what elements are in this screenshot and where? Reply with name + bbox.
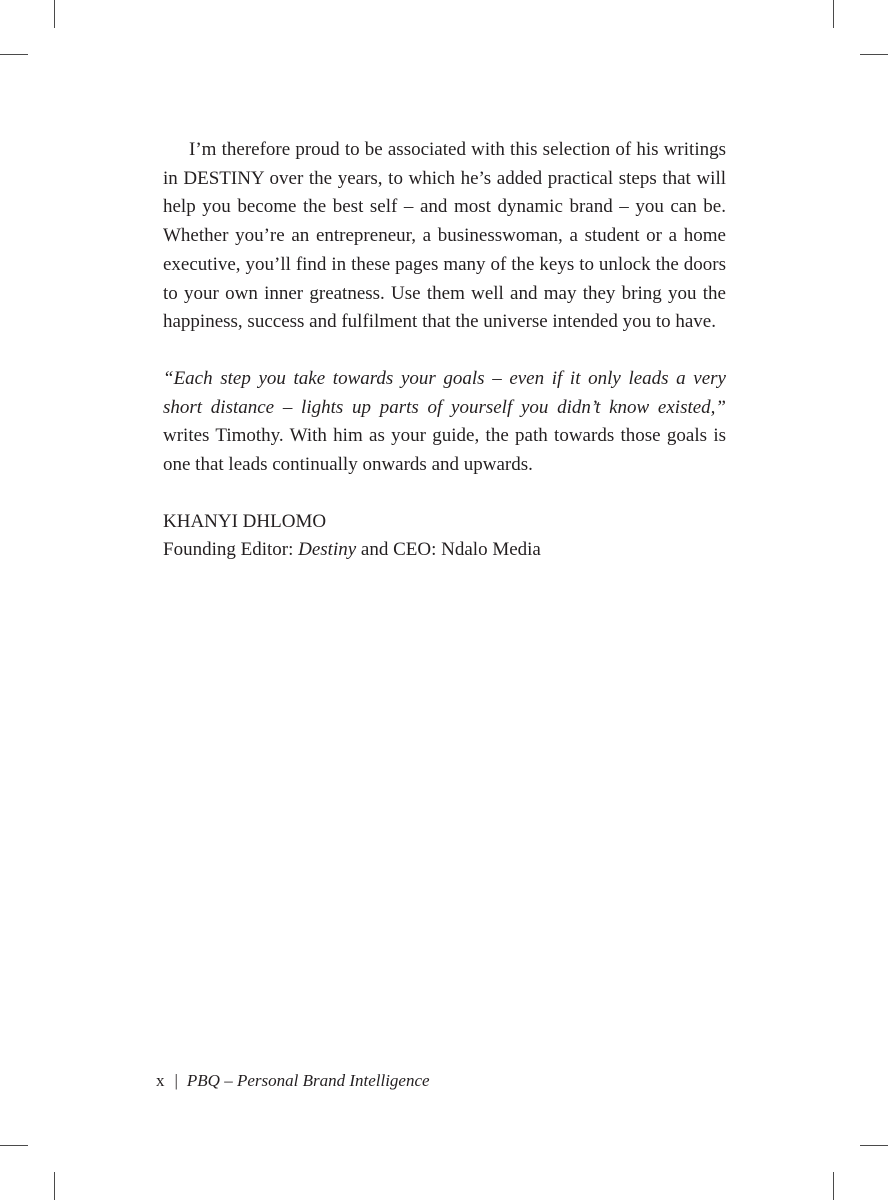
author-name: KHANYI DHLOMO [163, 510, 327, 532]
crop-mark-top-left-vertical [54, 0, 55, 28]
author-role-suffix: and CEO: Ndalo Media [356, 539, 541, 561]
body-paragraph-1: I’m therefore proud to be associated with this selection of his writings in DESTINY over the years, to which he’s added practical steps that will help you become the best self – and most dynamic brand – you can be. Whether you’re an entrepreneur, a businesswoman, a student or a home executive, you’ll find in these pages many of the keys to unlock the doors to your own inner greatness. Use them well and may they bring you the happiness, success and fulfilment that the universe intended you to have. [163, 139, 726, 333]
body-paragraph-2 [163, 365, 726, 480]
crop-mark-bottom-left-horizontal [0, 1145, 28, 1146]
crop-mark-top-left-horizontal [0, 54, 28, 55]
signoff [163, 508, 726, 565]
timothy-quote: “Each step you take towards your goals – even if it only leads a very short distance – lights up parts of yourself you didn’t know existed,” [163, 367, 726, 418]
crop-mark-bottom-right-horizontal [860, 1145, 888, 1146]
author-role [163, 536, 726, 565]
author-role-prefix: Founding Editor: [163, 539, 299, 561]
crop-mark-top-right-vertical [833, 0, 834, 28]
publication-name: Destiny [298, 539, 357, 561]
body-paragraph-2-rest: With him as your guide, the path towards those goals is one that leads continually onwards and upwards. [163, 425, 726, 476]
running-title: PBQ – Personal Brand Intelligence [186, 1071, 430, 1090]
main-text-block [163, 136, 726, 565]
footer-separator: | [174, 1071, 178, 1090]
page-number: x [156, 1071, 165, 1090]
crop-mark-top-right-horizontal [860, 54, 888, 55]
crop-mark-bottom-right-vertical [833, 1172, 834, 1200]
page-footer [156, 1069, 430, 1093]
quote-attribution: writes Timothy. [163, 425, 284, 447]
crop-mark-bottom-left-vertical [54, 1172, 55, 1200]
